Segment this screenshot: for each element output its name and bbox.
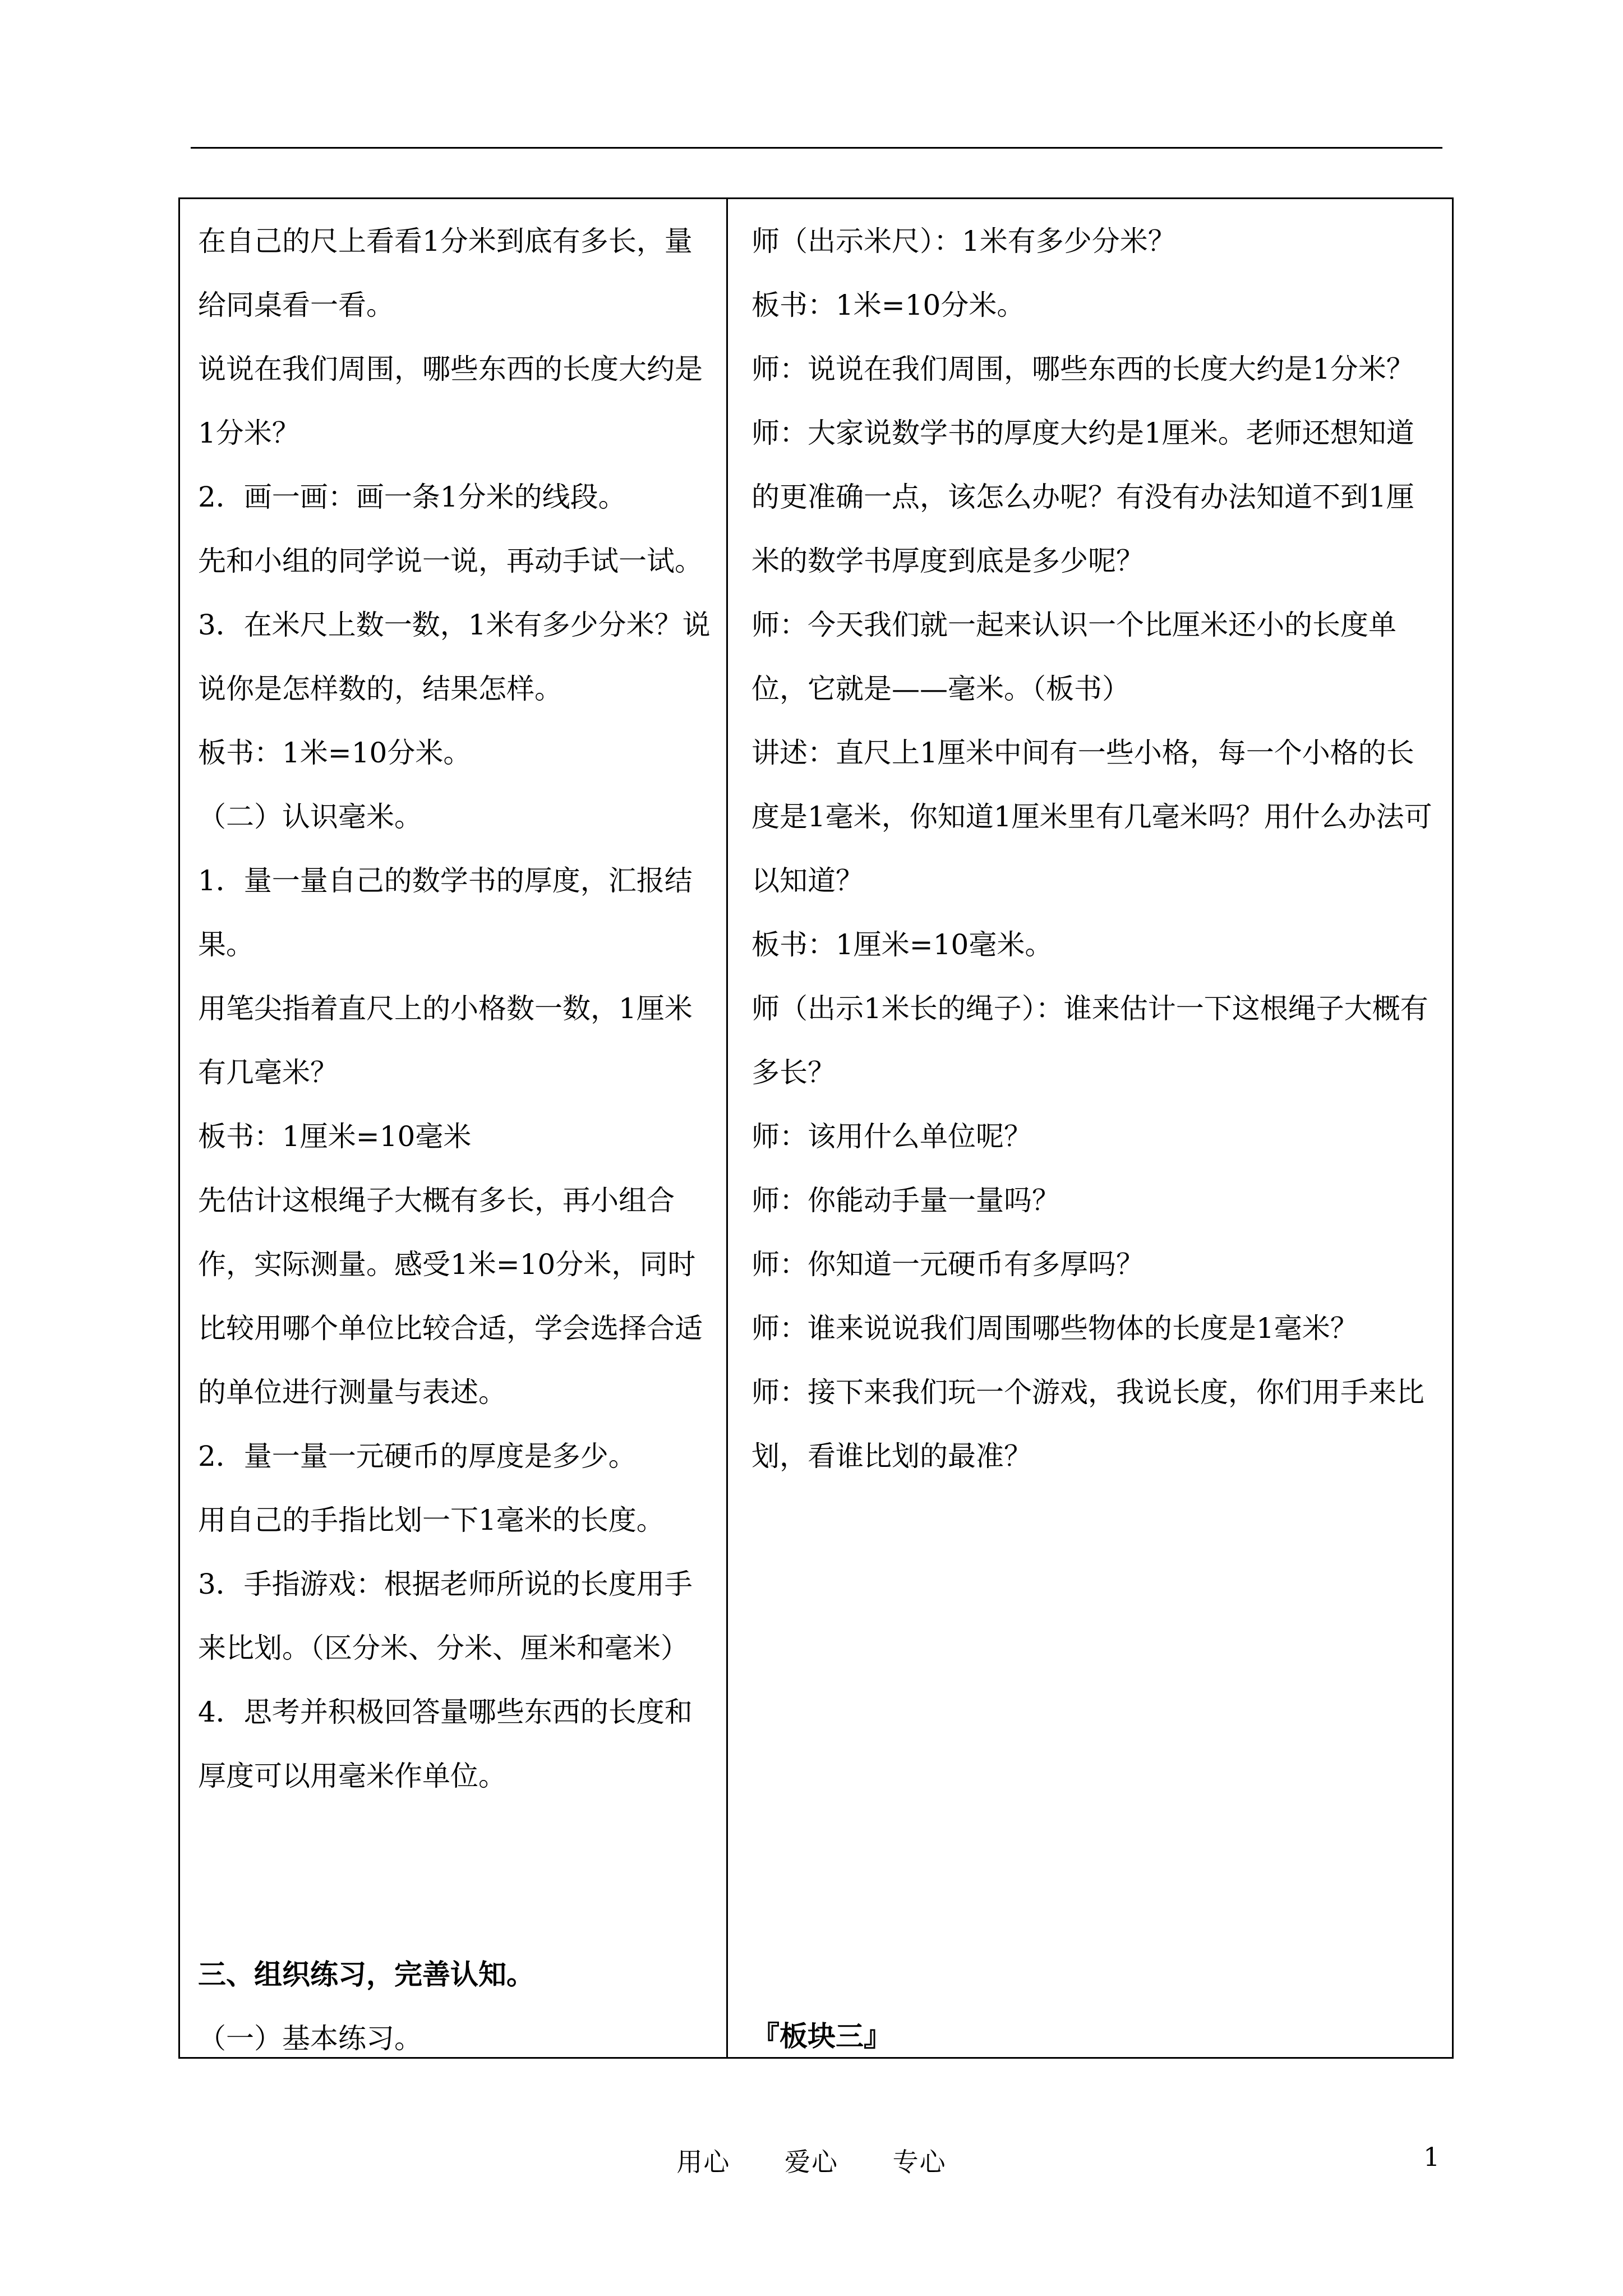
left-paragraph: 用自己的手指比划一下1毫米的长度。 bbox=[198, 1504, 665, 1536]
block-heading: 『板块三』 bbox=[751, 2019, 892, 2053]
page-number: 1 bbox=[1423, 2142, 1440, 2172]
left-paragraph: 在自己的尺上看看1分米到底有多长，量给同桌看一看。 bbox=[198, 225, 693, 321]
right-paragraph: 师：你知道一元硬币有多厚吗？ bbox=[751, 1248, 1144, 1281]
footer-motto bbox=[0, 2142, 1623, 2179]
left-paragraph: 板书：1米=10分米。 bbox=[198, 737, 472, 769]
header-rule bbox=[191, 147, 1442, 149]
footer-item: 用心 bbox=[676, 2147, 731, 2177]
left-paragraph: 板书：1厘米=10毫米 bbox=[198, 1120, 472, 1153]
left-paragraph: 用笔尖指着直尺上的小格数一数，1厘米有几毫米？ bbox=[198, 992, 693, 1089]
left-paragraph: 2．画一画：画一条1分米的线段。 bbox=[198, 481, 626, 513]
right-paragraph: 师：大家说数学书的厚度大约是1厘米。老师还想知道的更准确一点，该怎么办呢？有没有办法知道不到1厘米的数学书厚度到底是多少呢？ bbox=[751, 417, 1414, 577]
footer-item: 爱心 bbox=[785, 2147, 838, 2177]
footer-item: 专心 bbox=[892, 2147, 947, 2177]
right-paragraph: 师：今天我们就一起来认识一个比厘米还小的长度单位，它就是——毫米。（板书） bbox=[751, 609, 1396, 705]
right-paragraph: 板书：1厘米=10毫米。 bbox=[751, 928, 1053, 961]
right-paragraph: 师：说说在我们周围，哪些东西的长度大约是1分米？ bbox=[751, 353, 1414, 385]
left-paragraph: 2．量一量一元硬币的厚度是多少。 bbox=[198, 1440, 637, 1473]
section-heading: 三、组织练习，完善认知。 bbox=[198, 1958, 534, 1991]
left-paragraph: 4．思考并积极回答量哪些东西的长度和厚度可以用毫米作单位。 bbox=[198, 1696, 693, 1792]
left-paragraph: 3．手指游戏：根据老师所说的长度用手来比划。（区分米、分米、厘米和毫米） bbox=[198, 1568, 693, 1664]
section-subheading: （一）基本练习。 bbox=[198, 2022, 422, 2055]
practice-section bbox=[198, 1943, 720, 2070]
left-paragraph: 说说在我们周围，哪些东西的长度大约是1分米？ bbox=[198, 353, 703, 449]
block-three-section bbox=[751, 2004, 1441, 2068]
teacher-activity-column bbox=[728, 199, 1452, 1488]
right-paragraph: 师（出示1米长的绳子）：谁来估计一下这根绳子大概有多长？ bbox=[751, 992, 1428, 1089]
left-paragraph: 先估计这根绳子大概有多长，再小组合作，实际测量。感受1米=10分米，同时比较用哪个单位比较合适，学会选择合适的单位进行测量与表述。 bbox=[198, 1184, 703, 1409]
right-paragraph: 讲述：直尺上1厘米中间有一些小格，每一个小格的长度是1毫米，你知道1厘米里有几毫米吗？用什么办法可以知道？ bbox=[751, 737, 1432, 897]
right-paragraph: 师：谁来说说我们周围哪些物体的长度是1毫米？ bbox=[751, 1312, 1358, 1345]
left-paragraph: （二）认识毫米。 bbox=[198, 800, 422, 833]
left-paragraph: 3．在米尺上数一数，1米有多少分米？说说你是怎样数的，结果怎样。 bbox=[198, 609, 711, 705]
right-paragraph: 师：该用什么单位呢？ bbox=[751, 1120, 1032, 1153]
left-paragraph: 1．量一量自己的数学书的厚度，汇报结果。 bbox=[198, 864, 693, 961]
right-paragraph: 师：你能动手量一量吗？ bbox=[751, 1184, 1060, 1217]
student-activity-column bbox=[180, 199, 726, 1808]
right-paragraph: 板书：1米=10分米。 bbox=[751, 289, 1025, 321]
lesson-table bbox=[178, 197, 1454, 2059]
left-paragraph: 先和小组的同学说一说，再动手试一试。 bbox=[198, 545, 703, 577]
right-paragraph: 师（出示米尺）：1米有多少分米？ bbox=[751, 225, 1176, 257]
right-paragraph: 师：接下来我们玩一个游戏，我说长度，你们用手来比划，看谁比划的最准？ bbox=[751, 1376, 1424, 1473]
